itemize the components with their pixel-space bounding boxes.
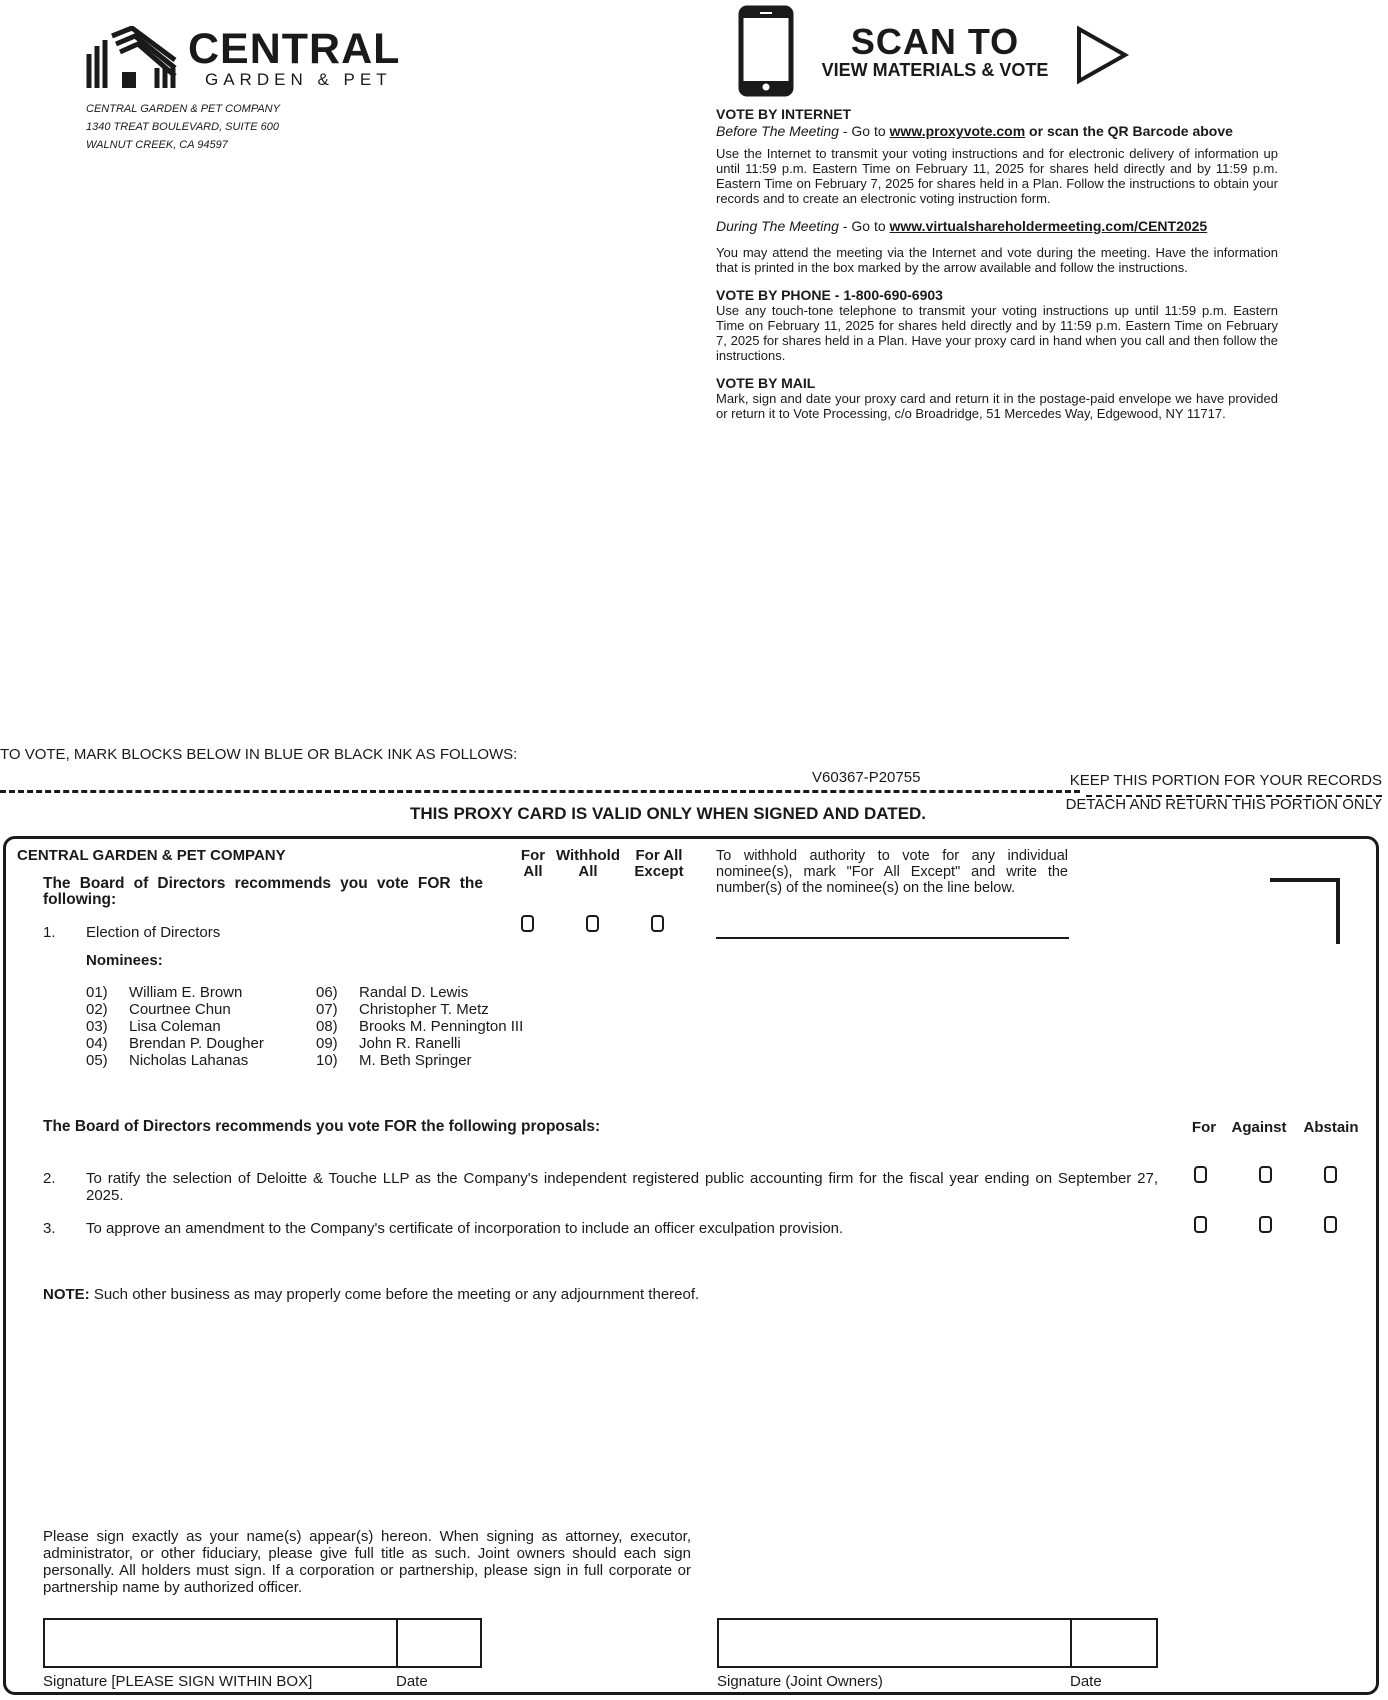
item-3-abstain-checkbox[interactable]	[1324, 1216, 1337, 1233]
note-text: Such other business as may properly come before the meeting or any adjournment thereof.	[89, 1286, 700, 1303]
nominee: 04) Brendan P. Dougher	[86, 1035, 264, 1052]
nominee: 10) M. Beth Springer	[316, 1052, 472, 1069]
except-write-line[interactable]	[716, 937, 1069, 939]
nominee: 05) Nicholas Lahanas	[86, 1052, 249, 1069]
nominee: 03) Lisa Coleman	[86, 1018, 221, 1035]
scan-subtitle: VIEW MATERIALS & VOTE	[821, 60, 1049, 80]
checkbox-for-all[interactable]	[521, 915, 534, 932]
note-label: NOTE:	[43, 1286, 90, 1303]
signature-box[interactable]	[43, 1618, 398, 1668]
col-abstain: Abstain	[1303, 1119, 1359, 1136]
during-meeting-line	[716, 218, 1278, 234]
scan-title: SCAN TO	[850, 21, 1020, 62]
col-for-all: For All	[520, 847, 546, 880]
item-1-text: Election of Directors	[86, 924, 221, 941]
before-meeting-body: Use the Internet to transmit your voting instructions and for electronic delivery of information up until 11:59 p.m. Eastern Time on February 11, 2025 for shares held directly and by 11:59 p.m. Eastern Time on February 7, 2025 for shares held in a Plan. Follow the instructions to obtain your records and to create an electronic voting instruction form.	[716, 146, 1278, 206]
before-goto: - Go to	[838, 123, 890, 139]
logo-wordmark: CENTRAL	[188, 25, 401, 73]
control-code: V60367-P20755	[812, 769, 921, 786]
checkbox-for-all-except[interactable]	[651, 915, 664, 932]
company-logo	[85, 26, 405, 92]
card-company-name: CENTRAL GARDEN & PET COMPANY	[17, 847, 286, 864]
phone-body: Use any touch-tone telephone to transmit your voting instructions up until 11:59 p.m. Eastern Time on February 11, 2025 for shares held directly and by 11:59 p.m. Eastern Time on February 7, 2025 for shares held in a Plan. Have your proxy card in hand when you call and then follow the instructions.	[716, 303, 1278, 363]
signing-instructions: Please sign exactly as your name(s) appear(s) hereon. When signing as attorney, executor, administrator, or other fiduciary, please give full title as such. Joint owners should each sign personally. All holders must sign. If a corporation or partnership, please sign in full corporate or partnership name by authorized officer.	[43, 1528, 691, 1596]
keep-portion-label: KEEP THIS PORTION FOR YOUR RECORDS	[1069, 772, 1382, 789]
detach-line	[0, 790, 1080, 793]
note	[43, 1286, 699, 1303]
qr-text: or scan the QR Barcode above	[1025, 123, 1233, 139]
date-label: Date	[396, 1673, 428, 1690]
phone-heading: VOTE BY PHONE - 1-800-690-6903	[716, 287, 943, 303]
nominees-label: Nominees:	[86, 952, 163, 969]
company-address	[86, 100, 280, 154]
phone-icon	[738, 5, 794, 97]
address-line: WALNUT CREEK, CA 94597	[86, 139, 228, 151]
item-3-number: 3.	[43, 1220, 56, 1237]
mark-instructions: TO VOTE, MARK BLOCKS BELOW IN BLUE OR BLACK INK AS FOLLOWS:	[0, 746, 518, 763]
joint-signature-label: Signature (Joint Owners)	[717, 1673, 883, 1690]
nominees-left-list	[86, 984, 264, 1069]
item-3-against-checkbox[interactable]	[1259, 1216, 1272, 1233]
during-goto: - Go to	[838, 218, 890, 234]
registration-mark	[1270, 878, 1340, 944]
item-3-for-checkbox[interactable]	[1194, 1216, 1207, 1233]
proxyvote-link[interactable]: www.proxyvote.com	[889, 123, 1026, 139]
address-line: CENTRAL GARDEN & PET COMPANY	[86, 103, 280, 115]
detach-portion-label: DETACH AND RETURN THIS PORTION ONLY	[1065, 796, 1382, 813]
during-meeting-body: You may attend the meeting via the Internet and vote during the meeting. Have the information that is printed in the box marked by the arrow available and follow the instructions.	[716, 245, 1278, 275]
before-meeting-line	[716, 123, 1278, 139]
checkbox-withhold-all[interactable]	[586, 915, 599, 932]
nominee: 06) Randal D. Lewis	[316, 984, 469, 1001]
item-2-against-checkbox[interactable]	[1259, 1166, 1272, 1183]
mail-heading: VOTE BY MAIL	[716, 375, 816, 391]
item-1-number: 1.	[43, 924, 56, 941]
joint-date-label: Date	[1070, 1673, 1102, 1690]
item-2-abstain-checkbox[interactable]	[1324, 1166, 1337, 1183]
house-logo-icon	[85, 26, 180, 90]
item-2-number: 2.	[43, 1170, 56, 1187]
nominee: 08) Brooks M. Pennington III	[316, 1018, 524, 1035]
item-3-text: To approve an amendment to the Company's certificate of incorporation to include an officer exculpation provision.	[86, 1220, 844, 1237]
joint-date-box[interactable]	[1070, 1618, 1158, 1668]
item-2-text: To ratify the selection of Deloitte & Touche LLP as the Company's independent registered public accounting firm for the fiscal year ending on September 27, 2025.	[86, 1170, 1158, 1204]
proposals-recommendation: The Board of Directors recommends you vote FOR the following proposals:	[43, 1118, 601, 1135]
voting-instructions	[716, 106, 1278, 421]
withhold-instructions: To withhold authority to vote for any individual nominee(s), mark "For All Except" and write the number(s) of the nominee(s) on the line below.	[716, 848, 1068, 896]
date-box[interactable]	[396, 1618, 482, 1668]
board-recommendation: The Board of Directors recommends you vote FOR the following:	[43, 875, 483, 908]
during-meeting-label: During The Meeting	[716, 218, 839, 234]
address-line: 1340 TREAT BOULEVARD, SUITE 600	[86, 121, 279, 133]
signature-label: Signature [PLEASE SIGN WITHIN BOX]	[43, 1673, 313, 1690]
before-meeting-label: Before The Meeting	[716, 123, 839, 139]
item-2-for-checkbox[interactable]	[1194, 1166, 1207, 1183]
mail-body: Mark, sign and date your proxy card and return it in the postage-paid envelope we have provided or return it to Vote Processing, c/o Broadridge, 51 Mercedes Way, Edgewood, NY 11717.	[716, 391, 1278, 421]
logo-subtitle: GARDEN & PET	[205, 70, 392, 89]
internet-heading: VOTE BY INTERNET	[716, 106, 852, 122]
col-against: Against	[1231, 1119, 1287, 1136]
col-for: For	[1191, 1119, 1217, 1136]
valid-notice: THIS PROXY CARD IS VALID ONLY WHEN SIGNED AND DATED.	[410, 804, 927, 823]
nominee: 07) Christopher T. Metz	[316, 1001, 489, 1018]
joint-signature-box[interactable]	[717, 1618, 1072, 1668]
col-for-all-except: For All Except	[634, 847, 684, 880]
nominee: 02) Courtnee Chun	[86, 1001, 231, 1018]
nominee: 09) John R. Ranelli	[316, 1035, 461, 1052]
col-withhold-all: Withhold All	[555, 847, 620, 880]
virtual-meeting-link[interactable]: www.virtualshareholdermeeting.com/CENT2025	[889, 218, 1208, 234]
nominee: 01) William E. Brown	[86, 984, 243, 1001]
arrow-right-icon	[1075, 25, 1131, 85]
nominees-right-list	[316, 984, 523, 1069]
